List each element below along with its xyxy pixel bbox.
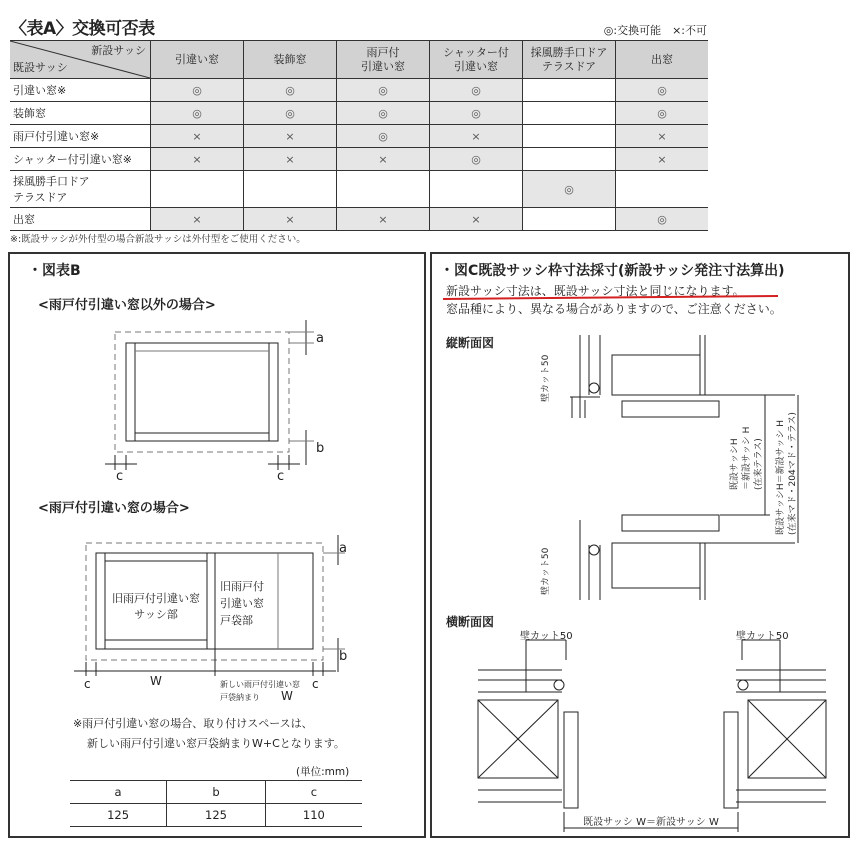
dimension-value-row bbox=[70, 804, 362, 827]
figure-b-title: ・図表B bbox=[28, 263, 81, 279]
table-cell: × bbox=[430, 208, 523, 231]
case1-heading: <雨戸付引違い窓以外の場合> bbox=[38, 298, 216, 313]
column-header: シャッター付 引違い窓 bbox=[430, 41, 523, 79]
horizontal-section-heading: 横断面図 bbox=[446, 615, 495, 629]
door-pocket-label: 引違い窓 bbox=[220, 597, 264, 610]
figure-b-note: ※雨戸付引違い窓の場合、取り付けスペースは、 bbox=[73, 717, 313, 730]
column-header: 雨戸付 引違い窓 bbox=[337, 41, 430, 79]
sash-part-label: 旧雨戸付引違い窓 bbox=[112, 592, 200, 605]
table-cell: × bbox=[616, 148, 709, 171]
column-header: 装飾窓 bbox=[244, 41, 337, 79]
row-header: 出窓 bbox=[10, 208, 151, 231]
unit-label: (単位:mm) bbox=[296, 766, 350, 778]
wall-cut-label: 壁カット50 bbox=[541, 354, 551, 402]
dim-h1: ＝新設サッシ H bbox=[742, 426, 752, 490]
dim-h2: 既設サッシH＝新設サッシ H bbox=[776, 419, 786, 535]
dim-header: b bbox=[167, 781, 266, 804]
label-w: W bbox=[281, 689, 293, 703]
label-a: a bbox=[316, 331, 324, 346]
corner-existing: 既設サッシ bbox=[13, 61, 68, 74]
figure-b-note: 新しい雨戸付引違い窓戸袋納まりW+Cとなります。 bbox=[87, 737, 345, 750]
row-header: 採風勝手口ドア テラスドア bbox=[10, 171, 151, 208]
case2-heading: <雨戸付引違い窓の場合> bbox=[38, 501, 190, 516]
dim-w: 既設サッシ W＝新設サッシ W bbox=[583, 817, 719, 828]
table-cell: ◎ bbox=[151, 102, 244, 125]
table-cell: × bbox=[244, 148, 337, 171]
door-pocket-label: 旧雨戸付 bbox=[220, 580, 264, 593]
wall-cut-label: 壁カット50 bbox=[541, 547, 551, 595]
table-cell: × bbox=[244, 208, 337, 231]
table-cell: ◎ bbox=[616, 79, 709, 102]
table-cell: ◎ bbox=[337, 102, 430, 125]
table-a-title: 〈表A〉交換可否表 bbox=[10, 19, 155, 39]
dimension-table bbox=[70, 780, 362, 827]
table-a-footnote: ※:既設サッシが外付型の場合新設サッシは外付型をご使用ください。 bbox=[10, 234, 306, 245]
label-a: a bbox=[339, 541, 347, 556]
table-cell: × bbox=[430, 125, 523, 148]
dim-header: a bbox=[70, 781, 167, 804]
table-cell: ◎ bbox=[430, 102, 523, 125]
dim-h1: 既設サッシH bbox=[730, 438, 740, 490]
table-cell: ◎ bbox=[430, 79, 523, 102]
label-c: c bbox=[84, 677, 91, 691]
table-cell: ◎ bbox=[337, 125, 430, 148]
figure-c-title: ・図C既設サッシ枠寸法採寸(新設サッシ発注寸法算出) bbox=[440, 263, 785, 279]
label-c: c bbox=[116, 469, 124, 484]
table-a-legend: ◎:交換可能 ×:不可 bbox=[603, 24, 707, 37]
label-b: b bbox=[316, 441, 325, 456]
table-cell: × bbox=[151, 148, 244, 171]
table-cell: × bbox=[616, 125, 709, 148]
sash-part-label: サッシ部 bbox=[134, 608, 178, 621]
new-pocket-label: 新しい雨戸付引違い窓 bbox=[220, 680, 300, 689]
table-cell: ◎ bbox=[616, 102, 709, 125]
dim-header: c bbox=[265, 781, 362, 804]
column-header: 採風勝手口ドア テラスドア bbox=[523, 41, 616, 79]
table-cell: ◎ bbox=[244, 79, 337, 102]
label-b: b bbox=[339, 649, 348, 664]
new-pocket-label: 戸袋納まり bbox=[220, 693, 260, 702]
door-pocket-label: 戸袋部 bbox=[220, 614, 253, 627]
table-cell: ◎ bbox=[337, 79, 430, 102]
table-cell: × bbox=[337, 148, 430, 171]
table-cell: × bbox=[151, 125, 244, 148]
wall-cut-label: 壁カット50 bbox=[520, 631, 573, 642]
dim-h2: (在来マド・204マド・テラス) bbox=[788, 412, 798, 535]
wall-cut-label: 壁カット50 bbox=[736, 631, 789, 642]
figure-c-line2: 窓品種により、異なる場合がありますので、ご注意ください。 bbox=[446, 302, 782, 316]
column-header: 出窓 bbox=[616, 41, 709, 79]
table-cell: × bbox=[151, 208, 244, 231]
row-header: シャッター付引違い窓※ bbox=[10, 148, 151, 171]
window-diagram-2 bbox=[74, 535, 348, 676]
corner-new: 新設サッシ bbox=[91, 44, 146, 57]
dim-value: 110 bbox=[265, 804, 362, 827]
table-cell: ◎ bbox=[244, 102, 337, 125]
horizontal-section-drawing bbox=[478, 640, 826, 832]
dim-value: 125 bbox=[70, 804, 167, 827]
dim-value: 125 bbox=[167, 804, 266, 827]
row-header: 装飾窓 bbox=[10, 102, 151, 125]
label-w: W bbox=[150, 674, 162, 688]
table-cell: ◎ bbox=[430, 148, 523, 171]
label-c: c bbox=[312, 677, 319, 691]
table-cell: ◎ bbox=[151, 79, 244, 102]
dim-h1: (在来テラス) bbox=[754, 438, 764, 490]
table-cell: × bbox=[337, 208, 430, 231]
label-c: c bbox=[277, 469, 285, 484]
table-cell: ◎ bbox=[523, 171, 616, 208]
table-cell: ◎ bbox=[616, 208, 709, 231]
dimension-header-row bbox=[70, 781, 362, 804]
window-diagram-1 bbox=[105, 320, 314, 470]
row-header: 引違い窓※ bbox=[10, 79, 151, 102]
vertical-section-heading: 縦断面図 bbox=[446, 336, 495, 350]
table-cell: × bbox=[244, 125, 337, 148]
column-header: 引違い窓 bbox=[151, 41, 244, 79]
row-header: 雨戸付引違い窓※ bbox=[10, 125, 151, 148]
figure-c-line1: 新設サッシ寸法は、既設サッシ寸法と同じになります。 bbox=[446, 284, 745, 298]
